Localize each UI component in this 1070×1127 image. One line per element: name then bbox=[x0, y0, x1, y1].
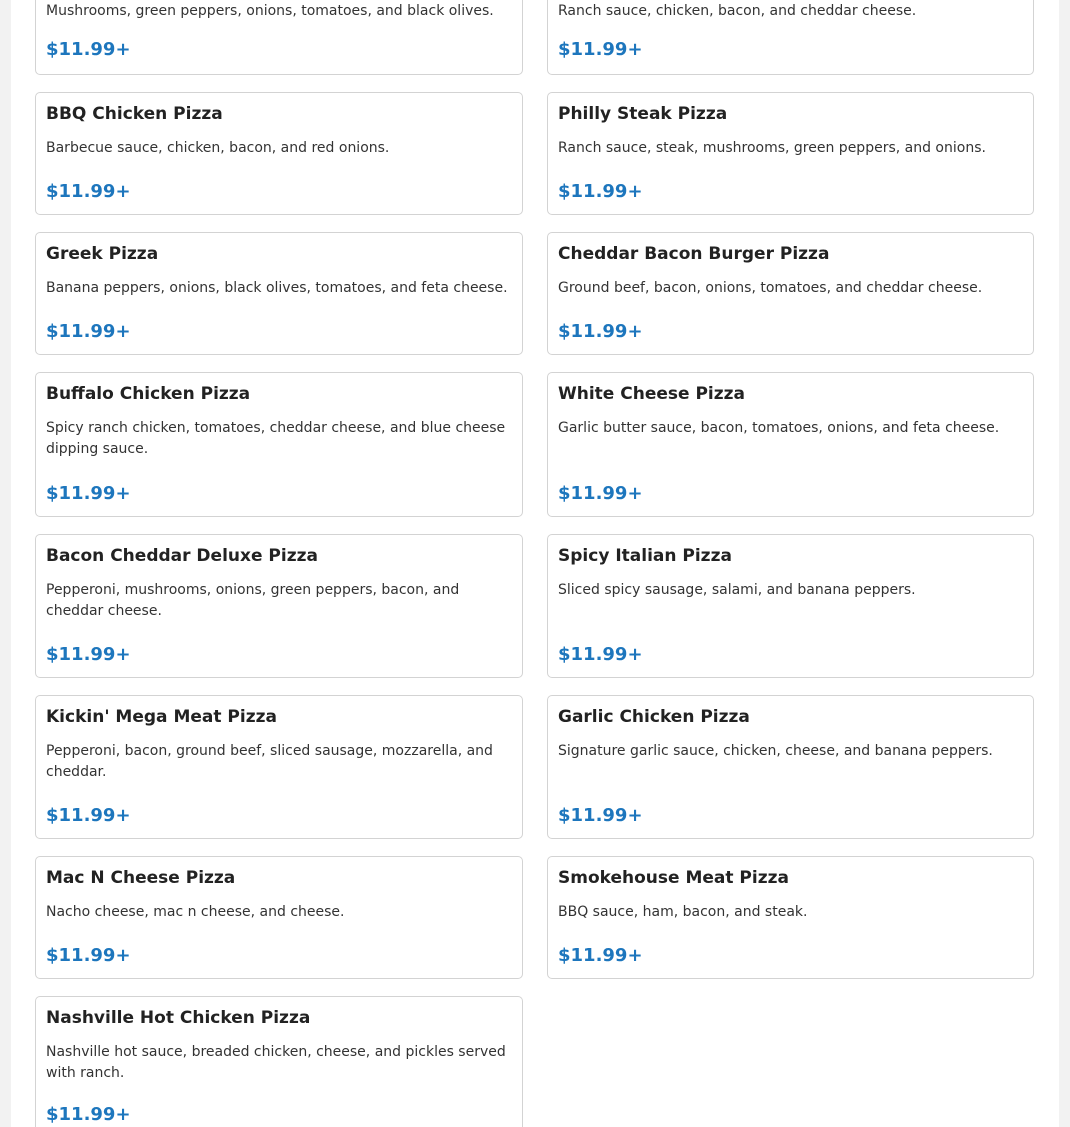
menu-item-description: Barbecue sauce, chicken, bacon, and red onions. bbox=[46, 140, 390, 156]
menu-item-price: $11.99+ bbox=[46, 805, 131, 826]
menu-item-card[interactable] bbox=[35, 856, 523, 979]
menu-item-card[interactable] bbox=[35, 232, 523, 355]
menu-item-card[interactable] bbox=[547, 856, 1034, 979]
menu-item-card[interactable] bbox=[547, 372, 1034, 517]
menu-item-price: $11.99+ bbox=[46, 39, 131, 60]
menu-item-title: Cheddar Bacon Burger Pizza bbox=[558, 244, 830, 264]
menu-item-description: Garlic butter sauce, bacon, tomatoes, onions, and feta cheese. bbox=[558, 420, 1000, 436]
menu-page bbox=[11, 0, 1059, 1127]
menu-item-price: $11.99+ bbox=[46, 644, 131, 665]
menu-item-price: $11.99+ bbox=[558, 321, 643, 342]
menu-item-description: Ranch sauce, chicken, bacon, and cheddar cheese. bbox=[558, 3, 917, 19]
menu-item-description: Nacho cheese, mac n cheese, and cheese. bbox=[46, 904, 345, 920]
menu-item-title: Spicy Italian Pizza bbox=[558, 546, 732, 566]
menu-item-card[interactable] bbox=[547, 695, 1034, 839]
menu-item-description: Ranch sauce, steak, mushrooms, green peppers, and onions. bbox=[558, 140, 986, 156]
menu-item-price: $11.99+ bbox=[558, 39, 643, 60]
menu-item-description: Banana peppers, onions, black olives, tomatoes, and feta cheese. bbox=[46, 280, 508, 296]
menu-item-description: BBQ sauce, ham, bacon, and steak. bbox=[558, 904, 808, 920]
menu-item-description: Sliced spicy sausage, salami, and banana peppers. bbox=[558, 582, 916, 598]
menu-item-price: $11.99+ bbox=[558, 483, 643, 504]
menu-item-price: $11.99+ bbox=[558, 805, 643, 826]
menu-item-price: $11.99+ bbox=[558, 945, 643, 966]
menu-item-title: Greek Pizza bbox=[46, 244, 159, 264]
menu-item-title: Nashville Hot Chicken Pizza bbox=[46, 1008, 311, 1028]
menu-item-description: Mushrooms, green peppers, onions, tomatoes, and black olives. bbox=[46, 3, 494, 19]
menu-item-card[interactable] bbox=[35, 372, 523, 517]
menu-item-card[interactable] bbox=[35, 92, 523, 215]
menu-item-title: Kickin' Mega Meat Pizza bbox=[46, 707, 277, 727]
menu-item-title: Buffalo Chicken Pizza bbox=[46, 384, 251, 404]
menu-item-title: Mac N Cheese Pizza bbox=[46, 868, 236, 888]
menu-item-price: $11.99+ bbox=[46, 1104, 131, 1125]
menu-item-card[interactable] bbox=[35, 695, 523, 839]
menu-item-card[interactable] bbox=[35, 0, 523, 75]
menu-item-title: White Cheese Pizza bbox=[558, 384, 746, 404]
menu-item-description: Pepperoni, bacon, ground beef, sliced sausage, mozzarella, and cheddar. bbox=[46, 743, 493, 780]
menu-item-card[interactable] bbox=[35, 996, 523, 1127]
menu-item-price: $11.99+ bbox=[46, 483, 131, 504]
menu-item-title: Bacon Cheddar Deluxe Pizza bbox=[46, 546, 318, 566]
menu-item-title: Garlic Chicken Pizza bbox=[558, 707, 750, 727]
menu-item-price: $11.99+ bbox=[46, 181, 131, 202]
menu-item-title: Philly Steak Pizza bbox=[558, 104, 728, 124]
menu-item-description: Ground beef, bacon, onions, tomatoes, and cheddar cheese. bbox=[558, 280, 983, 296]
menu-item-card[interactable] bbox=[547, 92, 1034, 215]
menu-item-description: Pepperoni, mushrooms, onions, green peppers, bacon, and cheddar cheese. bbox=[46, 582, 460, 619]
menu-item-price: $11.99+ bbox=[558, 181, 643, 202]
menu-item-price: $11.99+ bbox=[46, 321, 131, 342]
menu-item-card[interactable] bbox=[547, 232, 1034, 355]
menu-item-title: BBQ Chicken Pizza bbox=[46, 104, 223, 124]
menu-item-card[interactable] bbox=[547, 0, 1034, 75]
menu-item-card[interactable] bbox=[35, 534, 523, 678]
menu-item-title: Smokehouse Meat Pizza bbox=[558, 868, 789, 888]
menu-item-description: Nashville hot sauce, breaded chicken, cheese, and pickles served with ranch. bbox=[46, 1044, 506, 1081]
menu-item-description: Signature garlic sauce, chicken, cheese, and banana peppers. bbox=[558, 743, 993, 759]
menu-item-price: $11.99+ bbox=[558, 644, 643, 665]
menu-item-price: $11.99+ bbox=[46, 945, 131, 966]
menu-item-card[interactable] bbox=[547, 534, 1034, 678]
menu-item-description: Spicy ranch chicken, tomatoes, cheddar cheese, and blue cheese dipping sauce. bbox=[46, 420, 506, 457]
